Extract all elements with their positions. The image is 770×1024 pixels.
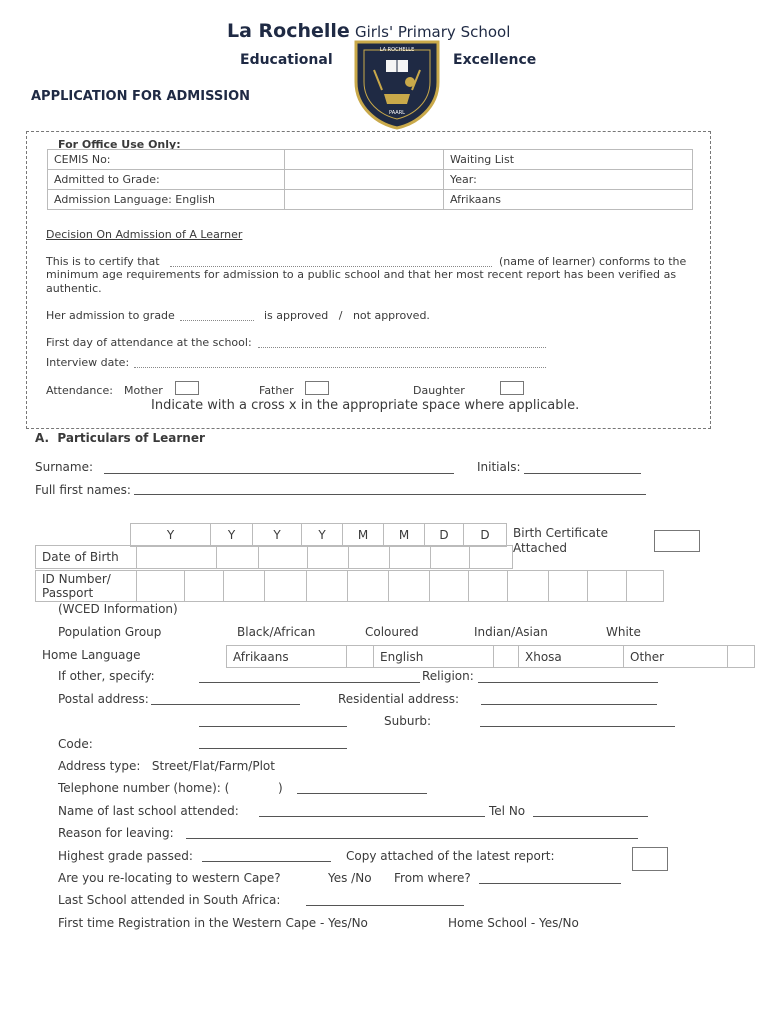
first-day-label: First day of attendance at the school: [46,336,252,349]
dob-header-table [130,523,507,547]
residential-label: Residential address: [338,692,460,706]
crest-top-text: LA ROCHELLE [379,47,415,53]
dob-label: Date of Birth [36,546,137,569]
admitted-grade-cell: Admitted to Grade: [48,170,285,190]
year-cell: Year: [444,170,693,190]
population-indian-asian[interactable]: Indian/Asian [474,625,548,639]
office-heading: For Office Use Only: [58,138,181,151]
certify-line-3: authentic. [46,282,102,295]
office-table [47,149,693,210]
surname-label: Surname: [35,460,94,474]
cemis-cell: CEMIS No: [48,150,285,170]
interview-line[interactable] [134,367,546,368]
relocating-label: Are you re-locating to western Cape? [58,871,281,885]
interview-label: Interview date: [46,356,130,369]
waiting-list-cell: Waiting List [444,150,693,170]
id-cell[interactable] [307,571,348,602]
residential-line-1[interactable] [481,704,657,705]
dob-y3: Y [253,524,302,547]
id-cell[interactable] [185,571,224,602]
office-row [48,150,693,170]
initials-line[interactable] [524,473,641,474]
dob-m2: M [384,524,425,547]
motto-left: Educational [240,52,333,68]
highest-grade-line[interactable] [202,861,331,862]
code-label: Code: [58,737,93,751]
dob-cell[interactable] [390,546,431,569]
certify-line-2: minimum age requirements for admission to a public school and that her most recent report has been verified as [46,268,677,281]
reason-label: Reason for leaving: [58,826,174,840]
dob-cell[interactable] [349,546,390,569]
instruction-text: Indicate with a cross x in the appropriate space where applicable. [151,398,580,413]
id-label-1: ID Number/ [42,572,111,586]
father-label: Father [259,384,294,397]
id-cell[interactable] [265,571,307,602]
copy-report-checkbox[interactable] [632,847,668,871]
id-cell[interactable] [348,571,389,602]
yes-no-relocating[interactable]: Yes /No [328,871,372,885]
population-coloured[interactable]: Coloured [365,625,419,639]
id-cell[interactable] [508,571,549,602]
address-type-label: Address type: Street/Flat/Farm/Plot [58,759,275,773]
dob-y4: Y [302,524,343,547]
language-afrikaans-box[interactable] [347,646,374,668]
language-english-box[interactable] [494,646,519,668]
religion-label: Religion: [422,669,474,683]
certify-name: (name of learner) conforms to the [499,255,687,268]
postal-line-2[interactable] [199,726,347,727]
dob-table [35,545,513,569]
id-cell[interactable] [224,571,265,602]
form-title: APPLICATION FOR ADMISSION [31,89,250,104]
religion-line[interactable] [478,682,658,683]
school-crest [352,38,442,130]
daughter-checkbox[interactable] [500,381,524,395]
from-where-line[interactable] [479,883,621,884]
id-table [35,570,664,602]
copy-report-label: Copy attached of the latest report: [346,849,555,863]
birth-cert-label: Birth Certificate [513,526,608,540]
last-school-sa-line[interactable] [306,905,464,906]
home-language-table [226,645,755,668]
population-group-label: Population Group [58,625,162,639]
id-cell[interactable] [549,571,588,602]
last-school-sa-label: Last School attended in South Africa: [58,893,281,907]
attendance-label: Attendance: [46,384,113,397]
mother-checkbox[interactable] [175,381,199,395]
mother-label: Mother [124,384,163,397]
telephone-label: Telephone number (home): ( [58,781,230,795]
language-xhosa: Xhosa [519,646,624,668]
office-row [48,190,693,210]
cemis-value-cell[interactable] [285,150,444,170]
admission-language-cell: Admission Language: English [48,190,285,210]
id-cell[interactable] [469,571,508,602]
wced-label: (WCED Information) [58,602,178,616]
language-other: Other [624,646,728,668]
decision-heading: Decision On Admission of A Learner [46,228,243,241]
dob-cell[interactable] [137,546,217,569]
school-subtitle: Girls' Primary School [355,23,511,41]
school-name: La Rochelle [227,20,350,42]
if-other-line[interactable] [199,682,420,683]
admission-grade-line[interactable] [180,320,254,321]
admission-language-value-cell[interactable] [285,190,444,210]
tel-no-line[interactable] [533,816,648,817]
first-time-registration[interactable]: First time Registration in the Western Cape - Yes/No [58,916,368,930]
office-row [48,170,693,190]
suburb-label: Suburb: [384,714,432,728]
language-afrikaans: Afrikaans [227,646,347,668]
certify-start: This is to certify that [46,255,160,268]
first-names-line[interactable] [134,494,646,495]
admitted-grade-value-cell[interactable] [285,170,444,190]
dob-cell[interactable] [470,546,513,569]
approval-text: is approved / not approved. [264,309,430,322]
dob-cell[interactable] [308,546,349,569]
father-checkbox[interactable] [305,381,329,395]
dob-cell[interactable] [259,546,308,569]
telephone-line[interactable] [297,793,427,794]
learner-name-line[interactable] [170,266,492,267]
dob-y2: Y [211,524,253,547]
id-cell[interactable] [430,571,469,602]
home-language-label: Home Language [42,648,141,662]
language-english: English [374,646,494,668]
first-names-label: Full first names: [35,483,131,497]
id-cell[interactable] [627,571,664,602]
dob-d2: D [464,524,507,547]
admission-grade-label: Her admission to grade [46,309,175,322]
code-line[interactable] [199,748,347,749]
population-black-african[interactable]: Black/African [237,625,316,639]
from-where-label: From where? [394,871,471,885]
id-cell[interactable] [389,571,430,602]
afrikaans-cell: Afrikaans [444,190,693,210]
initials-label: Initials: [477,460,521,474]
suburb-line[interactable] [480,726,675,727]
birth-cert-checkbox[interactable] [654,530,700,552]
postal-line-1[interactable] [151,704,300,705]
dob-y1: Y [131,524,211,547]
surname-line[interactable] [104,473,454,474]
reason-line[interactable] [186,838,638,839]
crest-bottom-text: PAARL [389,110,405,116]
section-a-title: A. Particulars of Learner [35,431,205,445]
tel-no-label: Tel No [489,804,526,818]
population-white[interactable]: White [606,625,641,639]
id-label-2: Passport [42,586,94,600]
language-other-box[interactable] [728,646,755,668]
last-school-line[interactable] [259,816,485,817]
highest-grade-label: Highest grade passed: [58,849,193,863]
dob-m1: M [343,524,384,547]
home-school[interactable]: Home School - Yes/No [448,916,579,930]
telephone-close-paren: ) [278,781,283,795]
id-cell[interactable] [137,571,185,602]
dob-cell[interactable] [431,546,470,569]
dob-cell[interactable] [217,546,259,569]
daughter-label: Daughter [413,384,465,397]
motto-right: Excellence [453,52,537,68]
id-cell[interactable] [588,571,627,602]
attached-label: Attached [513,541,567,555]
dob-d1: D [425,524,464,547]
last-school-label: Name of last school attended: [58,804,239,818]
if-other-label: If other, specify: [58,669,155,683]
first-day-line[interactable] [258,347,546,348]
postal-label: Postal address: [58,692,149,706]
